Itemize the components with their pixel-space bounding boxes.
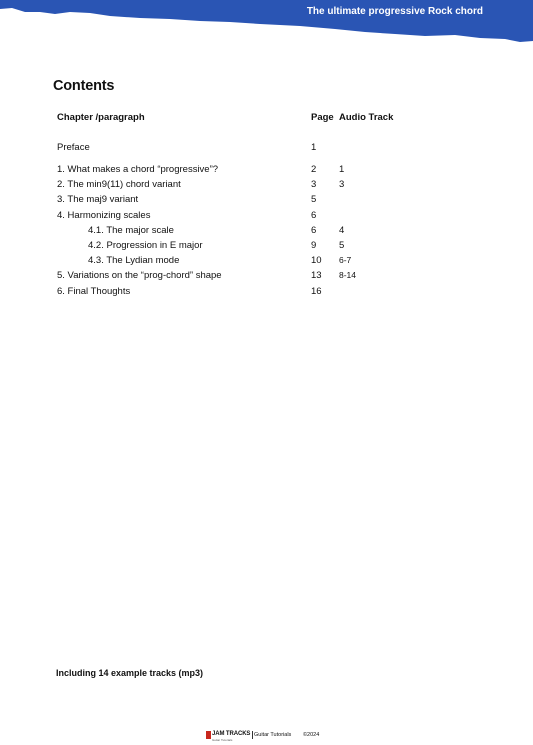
toc-entry-page: 16: [311, 286, 322, 297]
toc-entry-label: 2. The min9(11) chord variant: [57, 179, 181, 190]
column-header-chapter: Chapter /paragraph: [57, 112, 145, 123]
toc-entry-label: 4.3. The Lydian mode: [88, 255, 180, 266]
toc-entry-track: 3: [339, 179, 345, 190]
toc-row-chapter-3[interactable]: [0, 194, 533, 208]
toc-entry-page: 6: [311, 210, 317, 221]
copyright-notice: ©2024: [303, 731, 320, 738]
toc-row-chapter-1[interactable]: [0, 164, 533, 178]
toc-row-section-4-1[interactable]: [0, 225, 533, 239]
toc-entry-track: 4: [339, 225, 345, 236]
toc-row-section-4-2[interactable]: [0, 240, 533, 254]
toc-entry-page: 1: [311, 142, 317, 153]
toc-entry-label: 4. Harmonizing scales: [57, 210, 151, 221]
column-header-audio-track: Audio Track: [339, 112, 394, 123]
toc-entry-page: 6: [311, 225, 317, 236]
jam-tracks-logo-icon: [206, 731, 211, 739]
toc-entry-page: 10: [311, 255, 322, 266]
toc-entry-track: 6-7: [339, 255, 352, 265]
toc-entry-track: 5: [339, 240, 345, 251]
toc-row-chapter-2[interactable]: [0, 179, 533, 193]
brand-tagline: Guitar Tutorials: [254, 731, 292, 738]
toc-entry-label: Preface: [57, 142, 90, 153]
toc-entry-page: 2: [311, 164, 317, 175]
toc-entry-label: 3. The maj9 variant: [57, 194, 139, 205]
jam-tracks-logo-text: JAM TRACKS: [212, 731, 251, 737]
toc-entry-label: 4.1. The major scale: [88, 225, 174, 236]
toc-entry-page: 3: [311, 179, 317, 190]
toc-entry-label: 4.2. Progression in E major: [88, 240, 203, 251]
toc-row-chapter-6[interactable]: [0, 286, 533, 300]
contents-heading: Contents: [53, 78, 115, 94]
toc-entry-label: 1. What makes a chord “progressive”?: [57, 164, 219, 175]
jam-tracks-logo-subtext: Guitar Tutorials: [212, 738, 233, 742]
toc-row-section-4-3[interactable]: [0, 255, 533, 269]
footer-divider: [252, 731, 253, 739]
toc-row-chapter-4[interactable]: [0, 210, 533, 224]
toc-entry-page: 5: [311, 194, 317, 205]
toc-entry-page: 13: [311, 270, 322, 281]
toc-entry-track: 8-14: [339, 270, 357, 280]
toc-entry-track: 1: [339, 164, 345, 175]
banner-title: The ultimate progressive Rock chord: [306, 6, 483, 17]
toc-row-chapter-5[interactable]: [0, 270, 533, 284]
toc-entry-label: 5. Variations on the “prog-chord” shape: [57, 270, 222, 281]
toc-entry-label: 6. Final Thoughts: [57, 286, 131, 297]
page-footer: [0, 731, 533, 743]
toc-row-preface[interactable]: [0, 142, 533, 156]
tracks-footnote: Including 14 example tracks (mp3): [56, 668, 204, 678]
column-header-page: Page: [311, 112, 334, 123]
toc-entry-page: 9: [311, 240, 317, 251]
